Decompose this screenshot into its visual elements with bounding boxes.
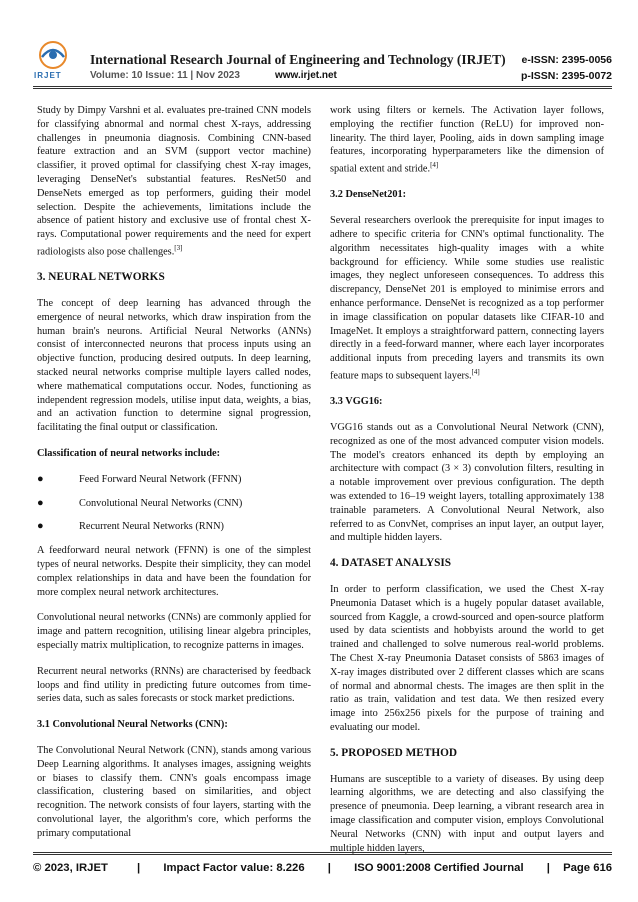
header-rule-2	[33, 88, 612, 89]
paragraph: work using filters or kernels. The Activation layer follows, employing the rectifier function (ReLU) for improved non-linearity. The third layer, Pooling, aids in down sampling image features, incorporating hyperparameters like the dimension of spatial extent and stride.[4]	[330, 105, 604, 175]
footer-rule-2	[33, 854, 612, 855]
paragraph: A feedforward neural network (FFNN) is one of the simplest types of neural networks. Despite their simplicity, they can model complex relationships in data and have been the foundation for more complex neural network architectures.	[37, 545, 311, 598]
paragraph: VGG16 stands out as a Convolutional Neural Network (CNN), recognized as one of the most advanced computer vision models. The model's creators enhanced its depth by employing an architecture with compact (3 × 3) convolution filters, resulting in a notable improvement over previous configuration. The depth was extended to 16–19 weight layers, totalling approximately 138 trainable parameters. A Convolutional Neural Network, also referred to as ConvNet, comprises an input layer, an output layer, and multiple hidden layers.	[330, 421, 604, 544]
header-rule	[33, 86, 612, 87]
left-column	[37, 104, 311, 852]
pissn: p-ISSN: 2395-0072	[520, 70, 612, 82]
iso-certification: ISO 9001:2008 Certified Journal	[354, 862, 524, 874]
paragraph: Convolutional neural networks (CNNs) are commonly applied for image and pattern recognition, utilising linear algebra principles, especially matrix multiplication, to recognize patterns in images.	[37, 612, 311, 651]
subsection-heading: 3.2 DenseNet201:	[330, 189, 407, 201]
bullet-list	[37, 473, 311, 534]
paragraph: Several researchers overlook the prerequisite for input images to adhere to specific criteria for CNN's optimal functionality. The algorithm necessitates high-quality images with a white background for efficiency. While some studies use realistic images, they neglect unforeseen consequences. To address this discrepancy, DenseNet 201 is employed to minimise errors and enhance performance. DenseNet is recognized as a top performer in image classification on popular datasets like CIFAR-10 and ImageNet. It employs a straightforward pattern, connecting layers directly in a feed-forward manner, where each layer incorporates additional inputs from preceding layers and transmits its own feature maps to subsequent layers.[4]	[330, 215, 604, 382]
subsection-heading: 3.3 VGG16:	[330, 396, 383, 408]
website-link[interactable]: www.irjet.net	[275, 70, 337, 81]
volume-issue: Volume: 10 Issue: 11 | Nov 2023	[90, 70, 240, 81]
eissn: e-ISSN: 2395-0056	[521, 54, 612, 66]
footer-separator: |	[327, 862, 331, 874]
subsection-heading: 3.1 Convolutional Neural Networks (CNN):	[37, 719, 228, 731]
right-column	[330, 104, 604, 867]
footer-separator: |	[137, 862, 141, 874]
list-item: ● Feed Forward Neural Network (FFNN)	[37, 473, 311, 487]
citation: [4]	[471, 367, 480, 376]
paragraph: In order to perform classification, we used the Chest X-ray Pneumonia Dataset which is a hugely popular dataset available, sourced from Kaggle, a crowd-sourced and open-source platform used by data scientists and hobbyists around the world to get trained and challenged to solve numerous real-world problems. The Chest X-ray Pneumonia Dataset consists of 5863 images of X-ray images distributed over 2 different classes which are scans of normal and abnormal chests. The images are then split in the ratio as train, validation and test data. We then resized every image into 256x256 pixels for the purpose of training and evaluating our model.	[330, 583, 604, 733]
copyright: © 2023, IRJET	[33, 862, 108, 874]
list-item: ● Convolutional Neural Networks (CNN)	[37, 497, 311, 511]
footer-separator: |	[546, 862, 550, 874]
paragraph: The Convolutional Neural Network (CNN), stands among various Deep Learning algorithms. It analyses images, assigning weights or biases to classify them. CNN's goals encompass image classification, clustering based on similarities, and object recognition. The network consists of four layers, starting with the convolutional layer, the algorithm's core, which performs the primary computational	[37, 744, 311, 839]
paragraph: Humans are susceptible to a variety of diseases. By using deep learning algorithms, we are detecting and also classifying the presence of pneumonia. Deep learning, a vibrant research area in image classification and computer vision, employs Convolutional Neural Networks (CNN) with input and output layers and multiple hidden layers,	[330, 773, 604, 854]
section-heading: 5. PROPOSED METHOD	[330, 746, 458, 759]
logo-text: IRJET	[34, 71, 62, 80]
impact-factor: Impact Factor value: 8.226	[163, 862, 305, 874]
citation: [3]	[174, 243, 183, 252]
paragraph: Recurrent neural networks (RNNs) are characterised by feedback loops and find utility in predicting future outcomes from time-series data, such as sales forecasts or stock market predictions.	[37, 665, 311, 705]
paragraph: Study by Dimpy Varshni et al. evaluates pre-trained CNN models for classifying abnormal and normal chest X-rays, addressing challenges in pneumonia diagnosis. Combining CNN-based feature extraction and an SVM (support vector machine) classifier, it proved optimal for classifying chest X-ray images, leveraging DenseNet's substantial features. ResNet50 and DenseNets emerged as top performers, guiding their model selection. Despite the achievements, limitations include the absence of patient history and exclusive use of frontal chest X-rays. Computational power requirements and the need for expert radiologists also pose challenges.[3]	[37, 105, 311, 258]
footer	[33, 862, 612, 874]
footer-rule	[33, 852, 612, 853]
section-heading: 4. DATASET ANALYSIS	[330, 557, 452, 570]
journal-title: International Research Journal of Engineering and Technology (IRJET)	[90, 52, 506, 67]
citation: [4]	[430, 161, 439, 170]
page-number: Page 616	[563, 862, 613, 874]
subheading: Classification of neural networks include:	[37, 447, 221, 459]
section-heading: 3. NEURAL NETWORKS	[37, 271, 165, 284]
list-item: ● Recurrent Neural Networks (RNN)	[37, 520, 311, 534]
paragraph: The concept of deep learning has advanced through the emergence of neural networks, which draw inspiration from the human brain's neurons. Artificial Neural Networks (ANNs) consist of interconnected neurons that process inputs using an objective function, producing desired outputs. In deep learning, stacked neural networks comprise multiple layers called nodes, where mathematical computations occur. Nodes, functioning as independent regression models, utilise input data, weights, a bias, and an activation function to determine signal progression, facilitating the final output or classification.	[37, 297, 311, 434]
